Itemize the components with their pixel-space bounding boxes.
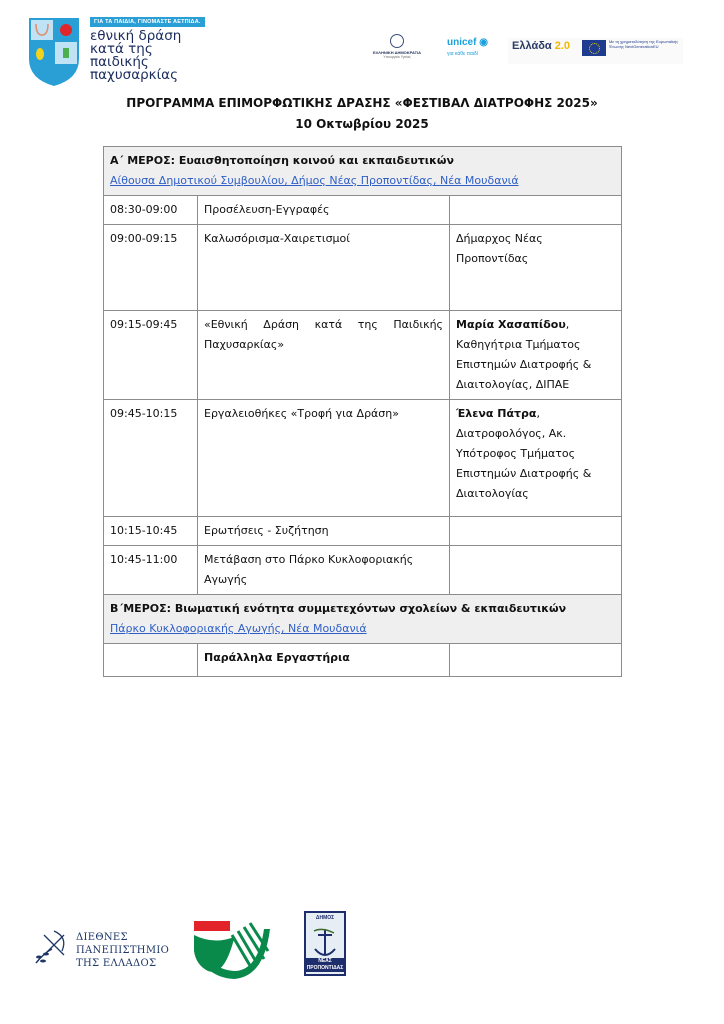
eu-funding-text: Με τη χρηματοδότηση της Ευρωπαϊκής Ένωσης NextGenerationEU [609, 39, 679, 49]
unicef-name: unicef [447, 37, 477, 48]
speaker-cell [450, 644, 622, 677]
title-line: παχυσαρκίας [90, 67, 179, 83]
slogan-banner: ΓΙΑ ΤΑ ΠΑΙΔΙΑ, ΓΙΝΟΜΑΣΤΕ ΑΕΤΠΙΔΑ. [90, 17, 205, 27]
greece20-main: Ελλάδα [512, 40, 552, 52]
gov-line1: ΕΛΛΗΝΙΚΗ ΔΗΜΟΚΡΑΤΙΑ [372, 50, 422, 55]
table-row [104, 225, 622, 311]
table-row [104, 546, 622, 595]
ihu-line: ΠΑΝΕΠΙΣΤΗΜΙΟ [76, 945, 170, 956]
dimos-top-text: ΔΗΜΟΣ [315, 915, 335, 921]
table-row [104, 644, 622, 677]
speaker-cell: Δήμαρχος Νέας Προποντίδας [450, 225, 622, 311]
part-a-location-link[interactable]: Αίθουσα Δημοτικού Συμβουλίου, Δήμος Νέας Προποντίδας, Νέα Μουδανιά [110, 174, 519, 187]
section-cell [104, 147, 622, 196]
hellenic-republic-logo [366, 34, 428, 59]
emblem-icon [390, 34, 404, 48]
speaker-cell [450, 517, 622, 546]
anchor-icon [312, 925, 338, 961]
speaker-name: Έλενα Πάτρα [456, 407, 537, 420]
olive-branch-icon [34, 929, 70, 967]
partner-logos [362, 34, 682, 68]
table-row [104, 311, 622, 400]
section-row-part-a [104, 147, 622, 196]
municipality-logo [304, 911, 346, 976]
time-cell: 09:15-09:45 [104, 311, 198, 400]
greece-2-0-logo [508, 38, 683, 64]
part-b-title: Β΄ΜΕΡΟΣ: Βιωματική ενότητα συμμετεχόντων σχολείων & εκπαιδευτικών [110, 602, 567, 615]
time-cell: 08:30-09:00 [104, 196, 198, 225]
document-date: 10 Οκτωβρίου 2025 [295, 117, 429, 131]
shield-icon [28, 17, 80, 87]
activity-cell: Εργαλειοθήκες «Τροφή για Δράση» [198, 400, 450, 517]
part-b-location-link[interactable]: Πάρκο Κυκλοφοριακής Αγωγής, Νέα Μουδανιά [110, 622, 367, 635]
activity-cell: Μετάβαση στο Πάρκο Κυκλοφοριακής Αγωγής [198, 546, 450, 595]
activity-cell: Προσέλευση-Εγγραφές [198, 196, 450, 225]
table-row [104, 517, 622, 546]
activity-cell: Καλωσόρισμα-Χαιρετισμοί [198, 225, 450, 311]
activity-cell: Παράλληλα Εργαστήρια [198, 644, 450, 677]
speaker-cell [450, 546, 622, 595]
activity-cell: Ερωτήσεις - Συζήτηση [198, 517, 450, 546]
time-cell: 09:45-10:15 [104, 400, 198, 517]
title-line: κατά της [90, 41, 153, 57]
speaker-name: Μαρία Χασαπίδου [456, 318, 566, 331]
section-row-part-b [104, 595, 622, 644]
globe-icon: ◉ [476, 37, 488, 48]
table-row [104, 196, 622, 225]
green-wave-logo [194, 921, 270, 981]
time-cell [104, 644, 198, 677]
dimos-bottom-text: ΝΕΑΣ ΠΡΟΠΟΝΤΙΔΑΣ [306, 958, 344, 971]
time-cell: 10:45-11:00 [104, 546, 198, 595]
ihu-line: ΤΗΣ ΕΛΛΑΔΟΣ [76, 958, 157, 969]
speaker-cell [450, 311, 622, 400]
document-title: ΠΡΟΓΡΑΜΜΑ ΕΠΙΜΟΡΦΩΤΙΚΗΣ ΔΡΑΣΗΣ «ΦΕΣΤΙΒΑΛ ΔΙΑΤΡΟΦΗΣ 2025» [126, 96, 598, 110]
title-line: εθνική δράση [90, 28, 182, 44]
speaker-cell [450, 196, 622, 225]
activity-cell: «Εθνική Δράση κατά της Παιδικής Παχυσαρκίας» [198, 311, 450, 400]
time-cell: 10:15-10:45 [104, 517, 198, 546]
section-cell [104, 595, 622, 644]
greece20-version: 2.0 [554, 40, 570, 52]
speaker-details: , Καθηγήτρια Τμήματος Επιστημών Διατροφής & Διαιτολογίας, ΔΙΠΑΕ [456, 318, 592, 391]
speaker-cell [450, 400, 622, 517]
ihu-text [76, 931, 169, 970]
title-line: παιδικής [90, 54, 149, 70]
part-a-title: Α΄ ΜΕΡΟΣ: Ευαισθητοποίηση κοινού και εκπαιδευτικών [110, 154, 454, 167]
program-table [103, 146, 622, 677]
national-action-title [90, 30, 181, 82]
time-cell: 09:00-09:15 [104, 225, 198, 311]
gov-line2: Υπουργείο Υγείας [383, 55, 411, 59]
unicef-logo [447, 37, 497, 57]
ihu-line: ΔΙΕΘΝΕΣ [76, 932, 128, 943]
table-row [104, 400, 622, 517]
national-action-logo [28, 17, 201, 89]
unicef-tagline: για κάθε παιδί [447, 51, 478, 57]
ihu-logo [34, 927, 184, 973]
speaker-details: , Διατροφολόγος, Ακ. Υπότροφος Τμήματος Επιστημών Διατροφής & Διαιτολογίας [456, 407, 592, 500]
eu-flag-icon [582, 40, 606, 56]
